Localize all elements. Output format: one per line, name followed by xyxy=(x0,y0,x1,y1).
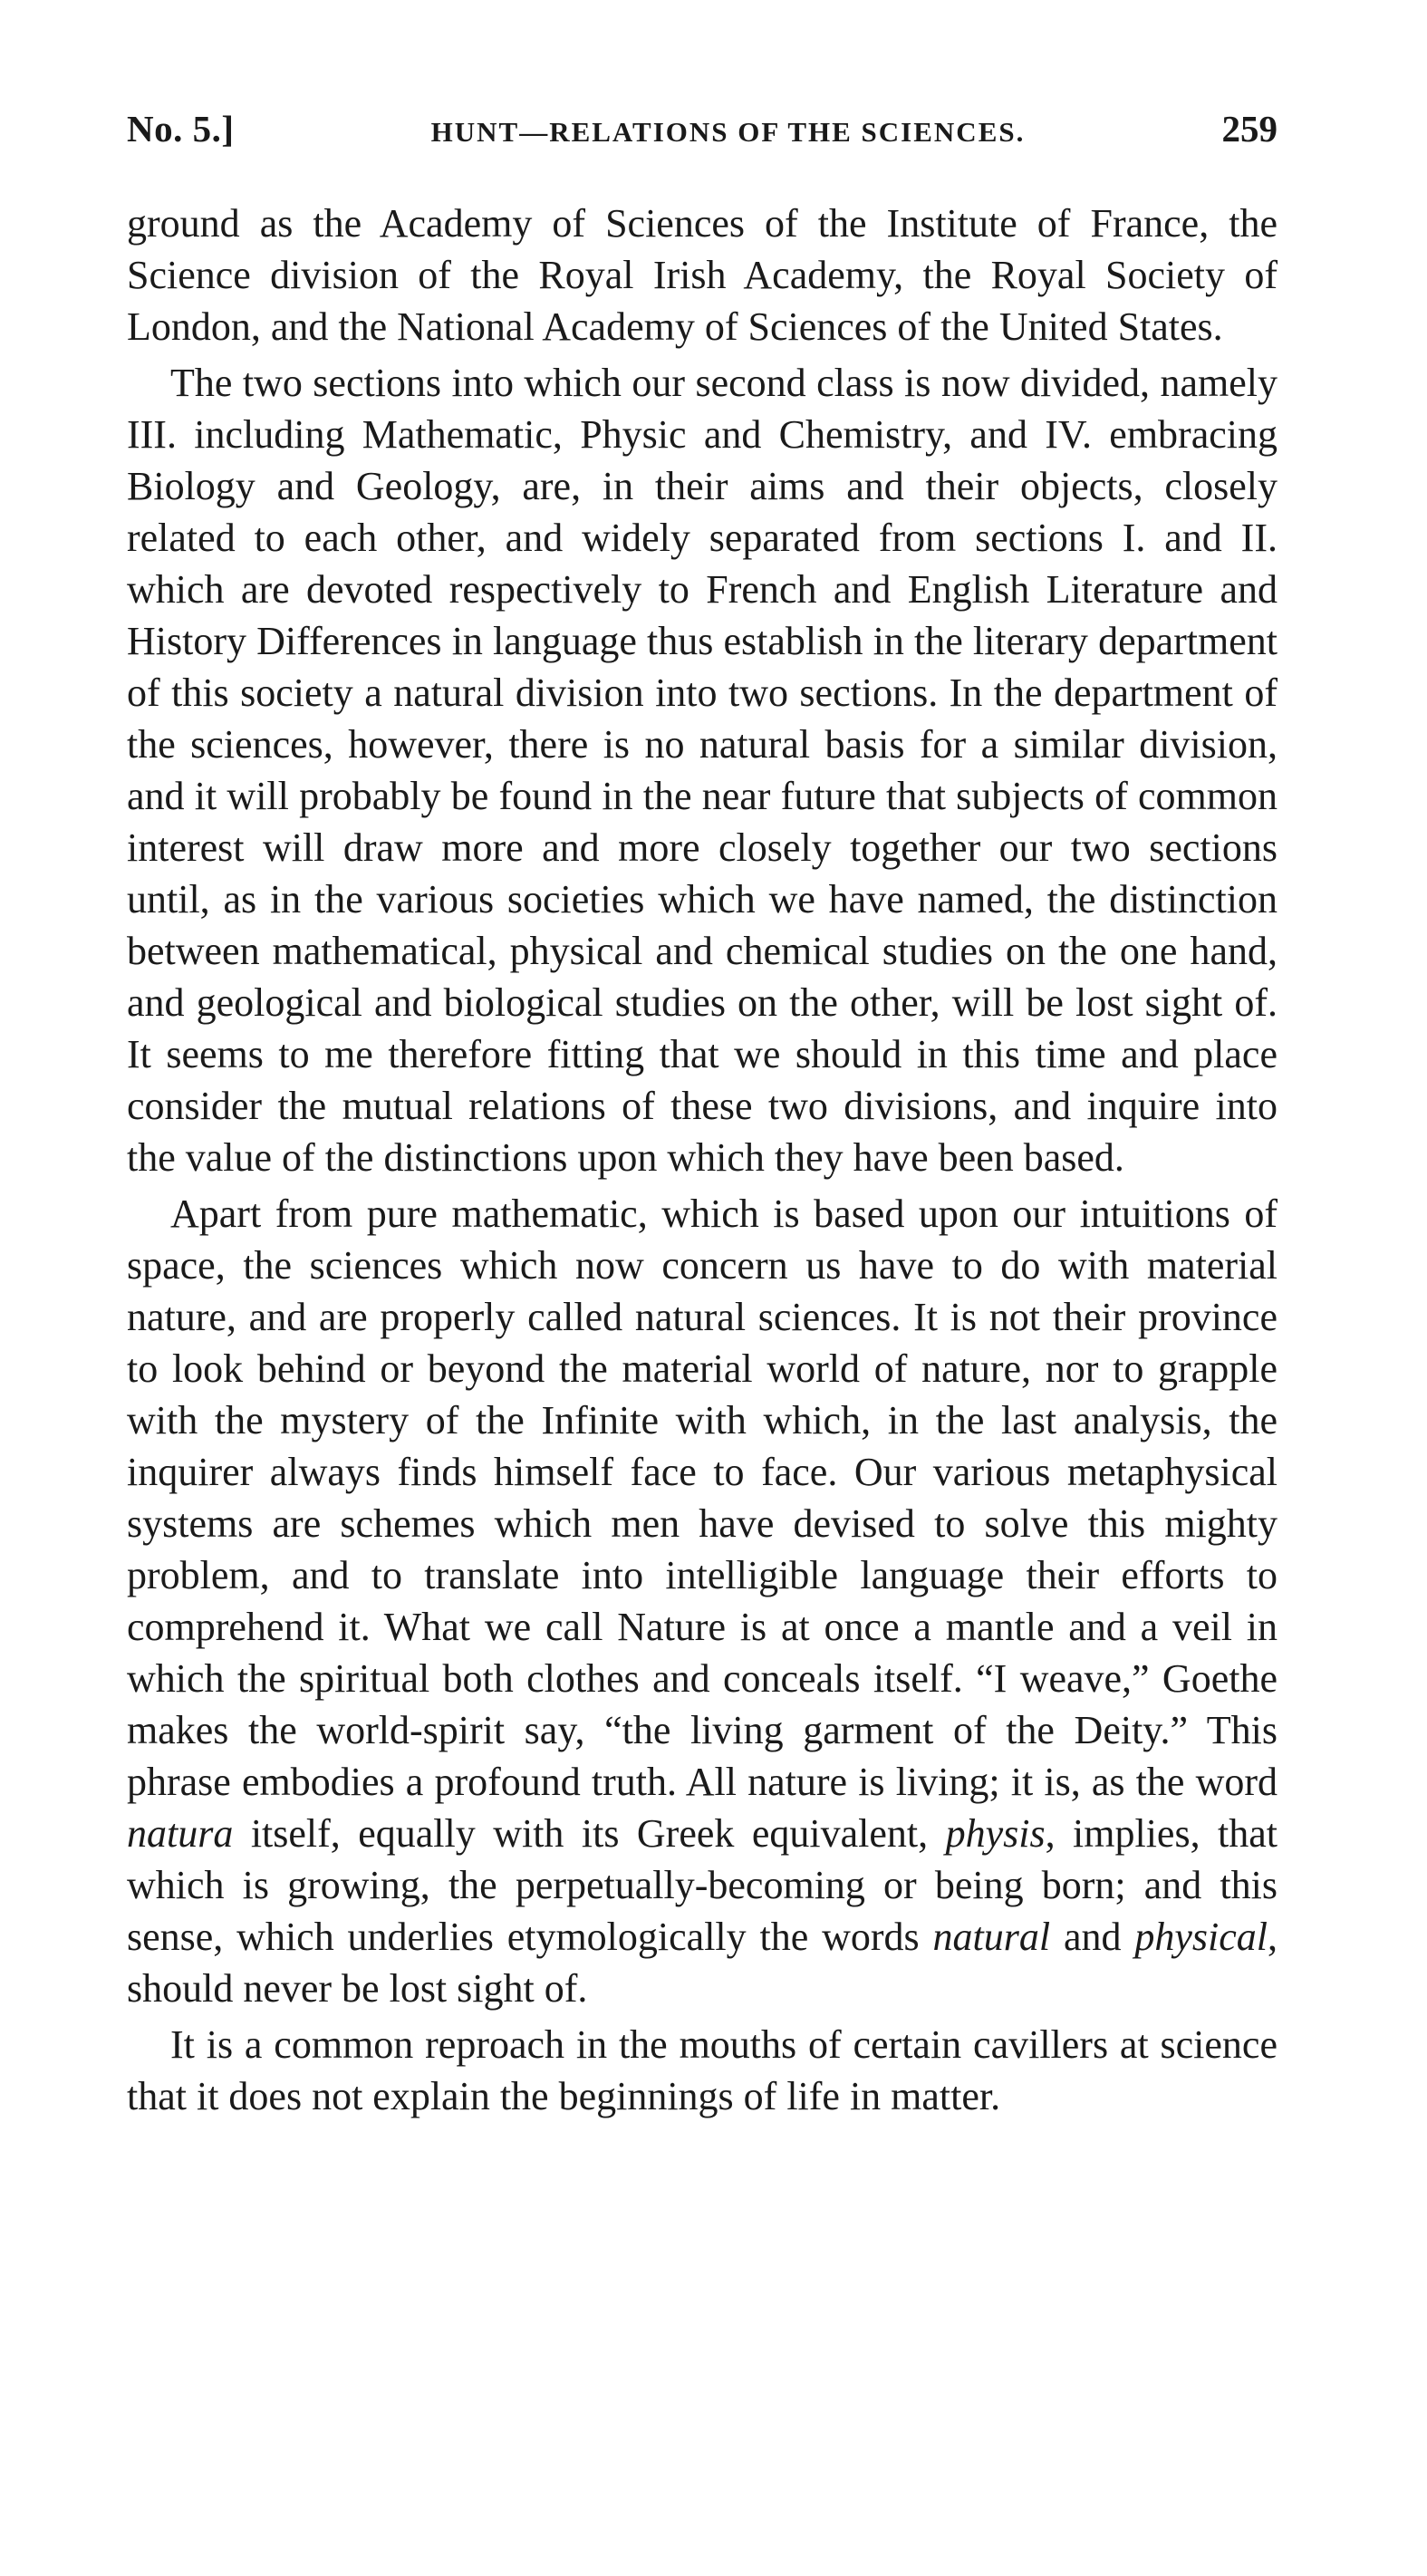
text-run: Apart from pure mathematic, which is based upon our intuitions of space, the sciences which now concern us have to do with material nature, and are properly called natural sciences. It is not their province to look behind or beyond the material world of nature, nor to grapple with the mystery of the Infinite with which, in the last analysis, the inquirer always finds himself face to face. Our various metaphysical systems are schemes which men have devised to solve this mighty problem, and to translate into intelligible language their efforts to comprehend it. What we call Nature is at once a mantle and a veil in which the spiritual both clothes and conceals itself. “I weave,” Goethe makes the world-spirit say, “the living garment of the Deity.” This phrase embodies a profound truth. All nature is living; it is, as the word xyxy=(127,1192,1278,1804)
running-header xyxy=(127,107,1278,170)
text-run: , implies, that which is growing, the perpetually-becoming or being born; and this sense, which underlies etymologically the words xyxy=(127,1811,1278,1959)
text-run: , should never be lost sight of. xyxy=(127,1915,1278,2011)
paragraph: The two sections into which our second class is now divided, namely III. including Mathematic, Physic and Chemistry, and IV. embracing Biology and Geology, are, in their aims and their objects, closely related to each other, and widely separated from sections I. and II. which are devoted respectively to French and English Literature and History Differences in language thus establish in the literary department of this society a natural division into two sections. In the department of the sciences, however, there is no natural basis for a similar division, and it will probably be found in the near future that subjects of common interest will draw more and more closely together our two sections until, as in the various societies which we have named, the distinction between mathematical, physical and chemical studies on the one hand, and geological and biological studies on the other, will be lost sight of. It seems to me therefore fitting that we should in this time and place consider the mutual relations of these two divisions, and inquire into the value of the distinctions upon which they have been based. xyxy=(127,361,1278,1180)
italic-term: physis xyxy=(945,1811,1046,1856)
paragraph-continued: ground as the Academy of Sciences of the Institute of France, the Science division of the Royal Irish Academy, the Royal Society of London, and the National Academy of Sciences of the United States. xyxy=(127,201,1278,349)
paragraph: It is a common reproach in the mouths of certain cavillers at science that it does not explain the beginnings of life in matter. xyxy=(127,2022,1278,2118)
italic-term: physical xyxy=(1134,1915,1268,1959)
text-run: itself, equally with its Greek equivalent, xyxy=(233,1811,946,1856)
running-title: HUNT—RELATIONS OF THE SCIENCES. xyxy=(430,116,1026,148)
italic-term: natural xyxy=(932,1915,1051,1959)
issue-number: No. 5.] xyxy=(127,108,235,150)
italic-term: natura xyxy=(127,1811,234,1856)
page xyxy=(127,107,1278,2122)
page-number: 259 xyxy=(1221,108,1278,150)
text-run: and xyxy=(1050,1915,1135,1959)
paragraph xyxy=(127,1188,1278,2014)
body-text xyxy=(127,198,1278,2122)
